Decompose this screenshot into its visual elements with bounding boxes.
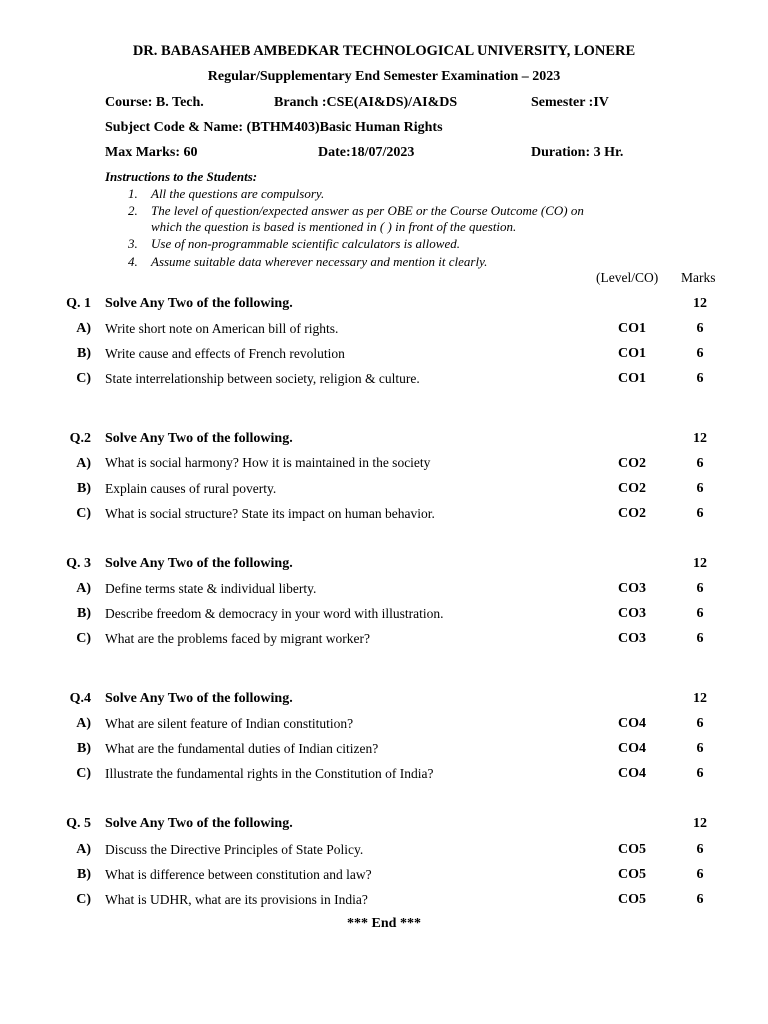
subquestion-label: A) <box>76 321 91 336</box>
instruction-num: 3. <box>128 236 138 251</box>
subquestion-co: CO2 <box>618 506 646 521</box>
university-title: DR. BABASAHEB AMBEDKAR TECHNOLOGICAL UNIVERSITY, LONERE <box>132 43 636 59</box>
subquestion-marks: 6 <box>696 741 704 756</box>
question-title: Solve Any Two of the following. <box>105 556 293 571</box>
subquestion-text: What is social harmony? How it is maintained in the society <box>105 455 431 470</box>
subquestion-text: What is difference between constitution and law? <box>105 867 372 882</box>
question-title: Solve Any Two of the following. <box>105 431 293 446</box>
subquestion-marks: 6 <box>696 766 704 781</box>
subquestion-label: C) <box>76 371 91 386</box>
duration-label: Duration: 3 Hr. <box>531 145 624 160</box>
subquestion-marks: 6 <box>696 371 704 386</box>
subquestion-co: CO2 <box>618 456 646 471</box>
question-marks: 12 <box>693 816 707 831</box>
subquestion-text: State interrelationship between society, religion & culture. <box>105 371 420 386</box>
subject-label: Subject Code & Name: (BTHM403)Basic Human Rights <box>105 120 443 135</box>
subquestion-marks: 6 <box>696 481 704 496</box>
subquestion-text: Discuss the Directive Principles of State Policy. <box>105 842 364 857</box>
subquestion-text: Write short note on American bill of rights. <box>105 321 339 336</box>
subquestion-co: CO4 <box>618 716 646 731</box>
subquestion-co: CO3 <box>618 631 646 646</box>
end-marker: *** End *** <box>347 916 421 931</box>
question-title: Solve Any Two of the following. <box>105 296 293 311</box>
subquestion-marks: 6 <box>696 456 704 471</box>
subquestion-text: Explain causes of rural poverty. <box>105 481 277 496</box>
subquestion-label: C) <box>76 506 91 521</box>
subquestion-co: CO5 <box>618 867 646 882</box>
subquestion-marks: 6 <box>696 842 704 857</box>
subquestion-text: What are the problems faced by migrant worker? <box>105 631 371 646</box>
exam-title: Regular/Supplementary End Semester Examination – 2023 <box>207 69 561 84</box>
question-number: Q. 5 <box>66 816 91 831</box>
subquestion-label: B) <box>77 606 91 621</box>
subquestion-marks: 6 <box>696 581 704 596</box>
level-co-column-header: (Level/CO) <box>596 270 659 285</box>
instruction-num: 4. <box>128 254 138 269</box>
subquestion-label: B) <box>77 741 91 756</box>
subquestion-label: C) <box>76 631 91 646</box>
subquestion-label: A) <box>76 842 91 857</box>
question-title: Solve Any Two of the following. <box>105 691 293 706</box>
instruction-text-continued: which the question is based is mentioned in ( ) in front of the question. <box>151 219 517 234</box>
subquestion-marks: 6 <box>696 506 704 521</box>
subquestion-co: CO4 <box>618 766 646 781</box>
instruction-text: Assume suitable data wherever necessary and mention it clearly. <box>151 254 488 269</box>
subquestion-co: CO1 <box>618 371 646 386</box>
subquestion-marks: 6 <box>696 631 704 646</box>
subquestion-marks: 6 <box>696 867 704 882</box>
subquestion-co: CO2 <box>618 481 646 496</box>
instructions-title: Instructions to the Students: <box>105 169 258 184</box>
instruction-text: The level of question/expected answer as per OBE or the Course Outcome (CO) on <box>151 203 584 218</box>
question-number: Q. 3 <box>66 556 91 571</box>
subquestion-marks: 6 <box>696 346 704 361</box>
subquestion-label: B) <box>77 867 91 882</box>
subquestion-label: B) <box>77 481 91 496</box>
date-label: Date:18/07/2023 <box>318 145 415 160</box>
max-marks-label: Max Marks: 60 <box>105 145 198 160</box>
subquestion-co: CO5 <box>618 842 646 857</box>
question-marks: 12 <box>693 556 707 571</box>
question-number: Q.4 <box>69 691 91 706</box>
subquestion-text: Define terms state & individual liberty. <box>105 581 317 596</box>
subquestion-text: What is social structure? State its impact on human behavior. <box>105 506 435 521</box>
subquestion-label: A) <box>76 716 91 731</box>
instruction-num: 2. <box>128 203 138 218</box>
subquestion-label: C) <box>76 892 91 907</box>
branch-label: Branch :CSE(AI&DS)/AI&DS <box>274 95 458 110</box>
semester-label: Semester :IV <box>531 95 609 110</box>
subquestion-text: Write cause and effects of French revolution <box>105 346 345 361</box>
subquestion-co: CO4 <box>618 741 646 756</box>
subquestion-co: CO5 <box>618 892 646 907</box>
subquestion-marks: 6 <box>696 716 704 731</box>
subquestion-label: A) <box>76 456 91 471</box>
subquestion-co: CO1 <box>618 346 646 361</box>
question-marks: 12 <box>693 431 707 446</box>
subquestion-text: Describe freedom & democracy in your word with illustration. <box>105 606 444 621</box>
subquestion-text: Illustrate the fundamental rights in the Constitution of India? <box>105 766 434 781</box>
subquestion-label: C) <box>76 766 91 781</box>
question-title: Solve Any Two of the following. <box>105 816 293 831</box>
subquestion-co: CO3 <box>618 606 646 621</box>
instruction-text: Use of non-programmable scientific calculators is allowed. <box>151 236 460 251</box>
subquestion-marks: 6 <box>696 321 704 336</box>
question-marks: 12 <box>693 691 707 706</box>
subquestion-text: What are the fundamental duties of Indian citizen? <box>105 741 379 756</box>
subquestion-co: CO1 <box>618 321 646 336</box>
instruction-num: 1. <box>128 186 138 201</box>
question-number: Q.2 <box>69 431 91 446</box>
subquestion-label: A) <box>76 581 91 596</box>
subquestion-label: B) <box>77 346 91 361</box>
instruction-text: All the questions are compulsory. <box>151 186 325 201</box>
subquestion-text: What is UDHR, what are its provisions in India? <box>105 892 368 907</box>
subquestion-text: What are silent feature of Indian constitution? <box>105 716 354 731</box>
question-marks: 12 <box>693 296 707 311</box>
question-number: Q. 1 <box>66 296 91 311</box>
course-label: Course: B. Tech. <box>105 95 204 110</box>
subquestion-marks: 6 <box>696 606 704 621</box>
marks-column-header: Marks <box>681 270 716 285</box>
subquestion-marks: 6 <box>696 892 704 907</box>
subquestion-co: CO3 <box>618 581 646 596</box>
